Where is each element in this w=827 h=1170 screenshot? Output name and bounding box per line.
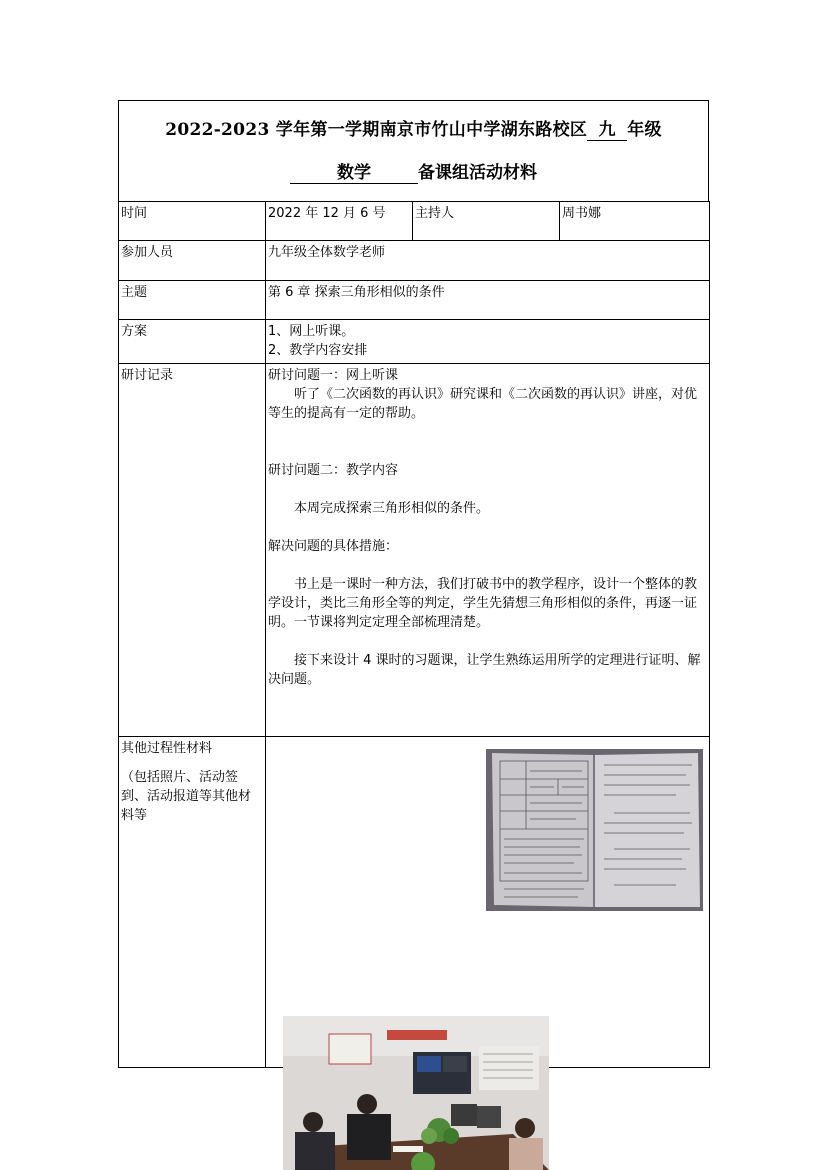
- plan-label: 方案: [119, 320, 266, 364]
- subject-field: 数学: [290, 163, 418, 184]
- measures-paragraph-2: 接下来设计 4 课时的习题课，让学生熟练运用所学的定理进行证明、解决问题。: [268, 653, 701, 687]
- title-line2-suffix: 备课组活动材料: [418, 163, 537, 183]
- meeting-photo: [283, 1016, 549, 1170]
- title-grade-suffix: 年级: [627, 120, 662, 140]
- topic-value: 第 6 章 探索三角形相似的条件: [266, 281, 710, 320]
- document-title-block: [118, 100, 709, 201]
- measures-paragraph-1: 书上是一课时一种方法，我们打破书中的教学程序，设计一个整体的教学设计，类比三角形全等的判定，学生先猜想三角形相似的条件，再逐一证明。一节课将判定定理全部梳理清楚。: [268, 577, 698, 630]
- row-participants: [119, 241, 710, 281]
- participants-value: 九年级全体数学老师: [266, 241, 710, 281]
- row-plan: [119, 320, 710, 364]
- topic-label: 主题: [119, 281, 266, 320]
- plan-items: [266, 320, 710, 364]
- q2-body: 本周完成探索三角形相似的条件。: [294, 501, 490, 516]
- q1-title: 研讨问题一：网上听课: [268, 368, 399, 383]
- host-label: 主持人: [413, 202, 560, 241]
- title-prefix: 2022-2023 学年第一学期南京市竹山中学湖东路校区: [165, 120, 588, 140]
- grade-field: 九: [587, 120, 627, 141]
- time-value: 2022 年 12 月 6 号: [266, 202, 413, 241]
- notebook-photo: [486, 749, 703, 911]
- row-record: [119, 364, 710, 737]
- row-topic: [119, 281, 710, 320]
- row-time: [119, 202, 710, 241]
- activity-table: [118, 201, 710, 1068]
- q1-body: 听了《二次函数的再认识》研究课和《二次函数的再认识》讲座，对优等生的提高有一定的帮助。: [268, 387, 698, 421]
- plan-item: 2、教学内容安排: [268, 343, 368, 358]
- title-line-2: [119, 158, 708, 184]
- measures-title: 解决问题的具体措施：: [268, 539, 399, 554]
- record-label: 研讨记录: [119, 364, 266, 737]
- notebook-photo-image: [486, 749, 703, 911]
- time-label: 时间: [119, 202, 266, 241]
- plan-item: 1、网上听课。: [268, 324, 355, 339]
- host-value: 周书娜: [560, 202, 710, 241]
- other-label: 其他过程性材料: [121, 741, 213, 756]
- participants-label: 参加人员: [119, 241, 266, 281]
- other-note: （包括照片、活动签到、活动报道等其他材料等: [121, 770, 252, 823]
- q2-title: 研讨问题二：教学内容: [268, 463, 399, 478]
- record-content: [266, 364, 710, 737]
- title-line-1: [119, 115, 708, 141]
- other-label-cell: [119, 737, 266, 1068]
- meeting-photo-image: [283, 1016, 549, 1170]
